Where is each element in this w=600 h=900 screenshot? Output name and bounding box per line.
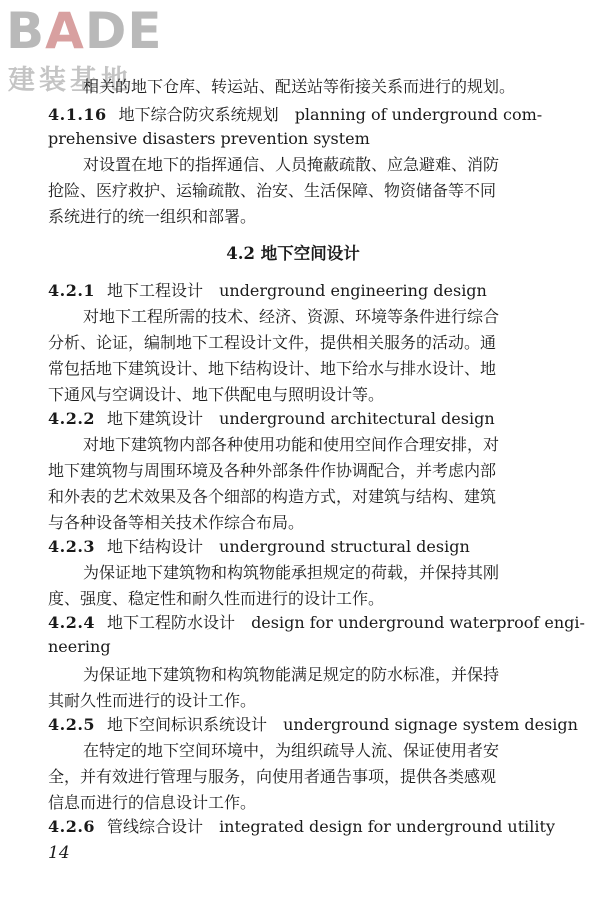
term-4-2-4-heading: 4.2.4 地下工程防水设计 design for underground waterproof engi-	[48, 613, 585, 632]
term-4-1-16-definition: 系统进行的统一组织和部署。	[48, 207, 257, 226]
term-4-2-5-heading: 4.2.5 地下空间标识系统设计 underground signage system design	[48, 715, 578, 734]
section-heading: 4.2 地下空间设计	[226, 244, 360, 263]
term-4-2-3-heading: 4.2.3 地下结构设计 underground structural design	[48, 537, 470, 556]
term-4-2-1-heading: 4.2.1 地下工程设计 underground engineering design	[48, 281, 487, 300]
term-4-2-5-definition: 全，并有效进行管理与服务，向使用者通告事项，提供各类感观	[48, 767, 497, 786]
logo-wordmark: BADE	[6, 2, 163, 60]
logo-chinese-text: 建装基地	[8, 65, 132, 96]
term-4-2-2-definition: 地下建筑物与周围环境及各种外部条件作协调配合，并考虑内部	[48, 461, 497, 480]
term-4-2-2-definition: 和外表的艺术效果及各个细部的构造方式，对建筑与结构、建筑	[48, 487, 497, 506]
term-4-2-6-heading: 4.2.6 管线综合设计 integrated design for underground utility	[48, 817, 555, 836]
term-4-1-16-definition: 抢险、医疗救护、运输疏散、治安、生活保障、物资储备等不同	[48, 181, 497, 200]
term-4-2-4-definition: 为保证地下建筑物和构筑物能满足规定的防水标准，并保持	[83, 665, 500, 684]
term-4-2-1-definition: 下通风与空调设计、地下供配电与照明设计等。	[48, 385, 385, 404]
continued-definition-line: 相关的地下仓库、转运站、配送站等衔接关系而进行的规划。	[83, 77, 516, 96]
term-4-1-16-heading: 4.1.16 地下综合防灾系统规划 planning of underground com-	[48, 105, 543, 124]
term-4-2-5-definition: 信息而进行的信息设计工作。	[48, 793, 257, 812]
term-4-1-16-english-cont: prehensive disasters prevention system	[48, 129, 370, 148]
term-4-2-2-heading: 4.2.2 地下建筑设计 underground architectural design	[48, 409, 495, 428]
term-4-2-1-definition: 常包括地下建筑设计、地下结构设计、地下给水与排水设计、地	[48, 359, 497, 378]
term-4-2-4-english-cont: neering	[48, 637, 111, 656]
term-4-2-5-definition: 在特定的地下空间环境中，为组织疏导人流、保证使用者安	[83, 741, 500, 760]
term-4-2-3-definition: 为保证地下建筑物和构筑物能承担规定的荷载，并保持其刚	[83, 563, 500, 582]
term-4-1-16-definition: 对设置在地下的指挥通信、人员掩蔽疏散、应急避难、消防	[83, 155, 500, 174]
term-4-2-3-definition: 度、强度、稳定性和耐久性而进行的设计工作。	[48, 589, 385, 608]
term-4-2-2-definition: 与各种设备等相关技术作综合布局。	[48, 513, 305, 532]
term-4-2-2-definition: 对地下建筑物内部各种使用功能和使用空间作合理安排，对	[83, 435, 500, 454]
term-4-2-1-definition: 对地下工程所需的技术、经济、资源、环境等条件进行综合	[83, 307, 500, 326]
page-number: 14	[48, 843, 70, 863]
term-4-2-4-definition: 其耐久性而进行的设计工作。	[48, 691, 257, 710]
term-4-2-1-definition: 分析、论证，编制地下工程设计文件，提供相关服务的活动。通	[48, 333, 497, 352]
